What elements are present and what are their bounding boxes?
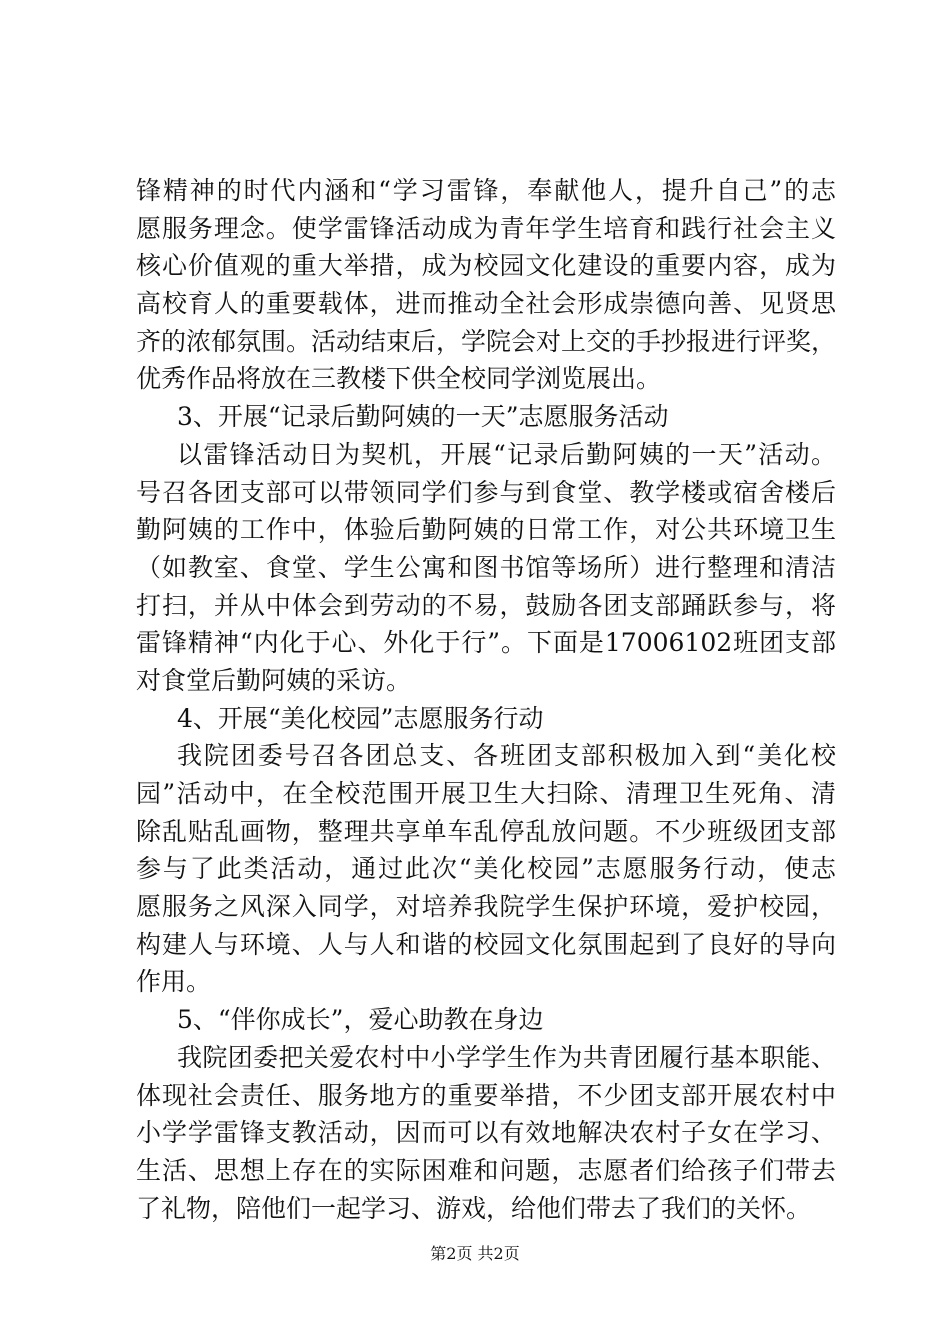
text-line: 核心价值观的重大举措，成为校园文化建设的重要内容，成为 <box>136 251 836 281</box>
text-line: 雷锋精神“内化于心、外化于行”。下面是17006102班团支部 <box>136 628 836 658</box>
text-line: 除乱贴乱画物，整理共享单车乱停乱放问题。不少班级团支部 <box>136 816 836 846</box>
page-footer: 第2页 共2页 <box>430 1244 520 1263</box>
text-line: 齐的浓郁氛围。活动结束后，学院会对上交的手抄报进行评奖， <box>136 326 837 356</box>
text-line: （如教室、食堂、学生公寓和图书馆等场所）进行整理和清洁 <box>136 552 836 582</box>
section-heading: 4、开展“美化校园”志愿服务行动 <box>177 703 544 733</box>
text-line: 优秀作品将放在三教楼下供全校同学浏览展出。 <box>136 364 662 394</box>
document-body <box>136 172 836 1227</box>
section-heading: 3、开展“记录后勤阿姨的一天”志愿服务活动 <box>177 402 669 432</box>
text-line: 作用。 <box>136 967 212 997</box>
text-line: 参与了此类活动，通过此次“美化校园”志愿服务行动，使志 <box>136 854 836 884</box>
text-line: 锋精神的时代内涵和“学习雷锋，奉献他人，提升自己”的志 <box>136 176 836 205</box>
text-line: 号召各团支部可以带领同学们参与到食堂、教学楼或宿舍楼后 <box>136 477 836 507</box>
text-line: 愿服务理念。使学雷锋活动成为青年学生培育和践行社会主义 <box>136 213 836 243</box>
text-line: 我院团委把关爱农村中小学学生作为共青团履行基本职能、 <box>177 1042 836 1072</box>
text-line: 园”活动中，在全校范围开展卫生大扫除、清理卫生死角、清 <box>136 779 836 808</box>
text-line: 愿服务之风深入同学，对培养我院学生保护环境，爱护校园， <box>136 892 836 922</box>
text-line: 了礼物，陪他们一起学习、游戏，给他们带去了我们的关怀。 <box>136 1193 812 1223</box>
text-line: 体现社会责任、服务地方的重要举措，不少团支部开展农村中 <box>136 1080 836 1110</box>
text-line: 勤阿姨的工作中，体验后勤阿姨的日常工作，对公共环境卫生 <box>136 515 836 545</box>
section-heading: 5、“伴你成长”，爱心助教在身边 <box>177 1005 544 1035</box>
text-line: 构建人与环境、人与人和谐的校园文化氛围起到了良好的导向 <box>136 929 836 959</box>
text-line: 对食堂后勤阿姨的采访。 <box>136 665 412 695</box>
text-line: 打扫，并从中体会到劳动的不易，鼓励各团支部踊跃参与，将 <box>136 590 836 620</box>
text-line: 生活、思想上存在的实际困难和问题，志愿者们给孩子们带去 <box>136 1155 836 1185</box>
text-line: 高校育人的重要载体，进而推动全社会形成崇德向善、见贤思 <box>136 289 836 319</box>
text-line: 以雷锋活动日为契机，开展“记录后勤阿姨的一天”活动。 <box>177 439 836 469</box>
text-line: 我院团委号召各团总支、各班团支部积极加入到“美化校 <box>177 741 836 771</box>
text-line: 小学学雷锋支教活动，因而可以有效地解决农村子女在学习、 <box>136 1118 836 1148</box>
